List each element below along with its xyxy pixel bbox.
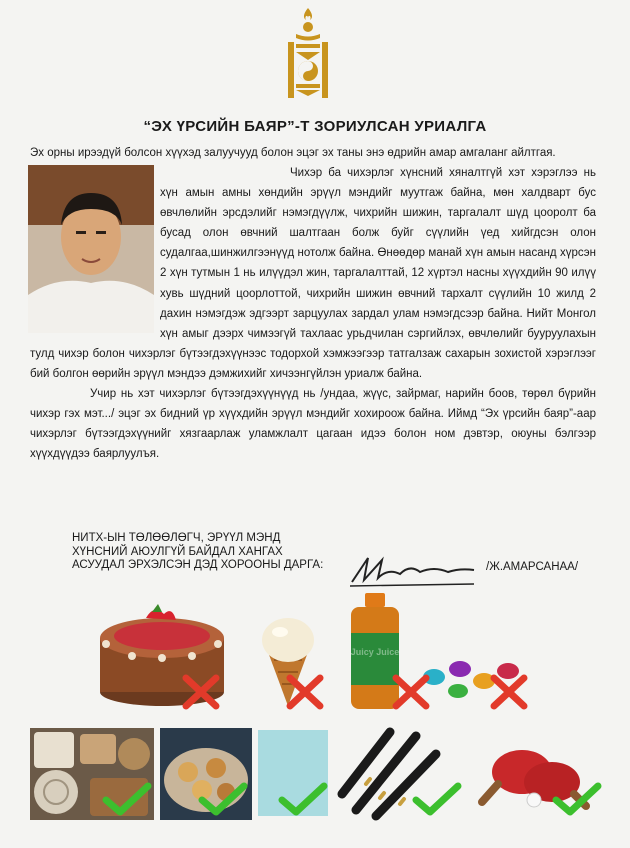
cross-icon: [284, 672, 326, 712]
signature-block: [72, 532, 323, 573]
signer-name: /Ж.АМАРСАНАА/: [486, 561, 579, 573]
cross-icon: [180, 672, 222, 712]
check-icon: [198, 782, 248, 818]
intro-text: Эх орны ирээдүй болсон хүүхэд залуучууд болон эцэг эх таны энэ өдрийн амар амгаланг айлтгая.: [30, 147, 556, 159]
cross-icon: [390, 672, 432, 712]
signer-title-line-1: НИТХ-ЫН ТӨЛӨӨЛӨГЧ, ЭРҮҮЛ МЭНД: [72, 532, 281, 544]
cross-icon: [488, 672, 530, 712]
check-icon: [102, 782, 152, 818]
check-icon: [278, 782, 328, 818]
paragraph-1: Чихэр ба чихэрлэг хүнсний хяналтгүй хэт хэрэглээ нь хүн амын амны хөндийн эрүүл мэндийг муутгаж байна, мөн халдварт бус өвчлөлийн эрсдэлийг нэмэгдүүлж, чихрийн шижин, таргалалт шүд цооролт ба бусад олон өвчний шалтгаан болж буйг сүүлийн үед хийгдсэн олон судалгаа,шинжилгээнүүд нотолж байна. Өнөөдөр манай хүн амын насанд хүрсэн 2 хүн тутмын 1 нь илүүдэл жин, таргалалттай, 12 хүртэл насны хүүхдийн 90 илүү хувь шүдний цоорлоттой, чихрийн шижин өвчний тархалт сүүлийн 10 жилд 2 дахин нэмэгдэж эдгээрт зарцуулах зардал улам нэмэгдсээр байна. Нийт Монгол хүн амыг дээрх чимээгүй тахлаас урьдчилан сэргийлэх, өвчлөлийг бууруулахын тулд чихэр болон чихэрлэг бүтээгдэхүүнээс тодорхой хэмжээгээр татгалзаж сахарын зохистой хэрэглээг бий болгон өөрийн эрүүл мэндээ дэмжихийг хичээнгүйлэн уриалж байна.: [30, 167, 596, 380]
paragraph-2: Учир нь хэт чихэрлэг бүтээгдэхүүнүүд нь /ундаа, жүүс, зайрмаг, нарийн боов, төрөл бүрийн чихэр гэх мэт.../ эцэг эх бидний үр хүүхдийн эрүүл мэндийг хохироож байна. Иймд “Эх үрсийн баяр”-аар чихэрлэг бүтээгдэхүүнийг хязгаарлаж уламжлалт цагаан идээ болон ном дэвтэр, оюуны бэлгээр хүүхдүүдээ баярлуулъя.: [30, 388, 596, 461]
soyombo-emblem: [282, 6, 334, 104]
handwritten-signature: [348, 550, 476, 590]
signer-title-line-2: ХҮНСНИЙ АЮУЛГҮЙ БАЙДАЛ ХАНГАХ: [72, 545, 283, 558]
signer-title-line-3: АСУУДАЛ ЭРХЭЛСЭН ДЭД ХОРООНЫ ДАРГА:: [72, 559, 324, 571]
juice-label: Juicy Juice: [350, 647, 400, 657]
check-icon: [412, 782, 462, 818]
page-title: “ЭХ ҮРСИЙН БАЯР”-Т ЗОРИУЛСАН УРИАЛГА: [143, 118, 487, 135]
check-icon: [552, 782, 602, 818]
body-text: [30, 163, 596, 464]
